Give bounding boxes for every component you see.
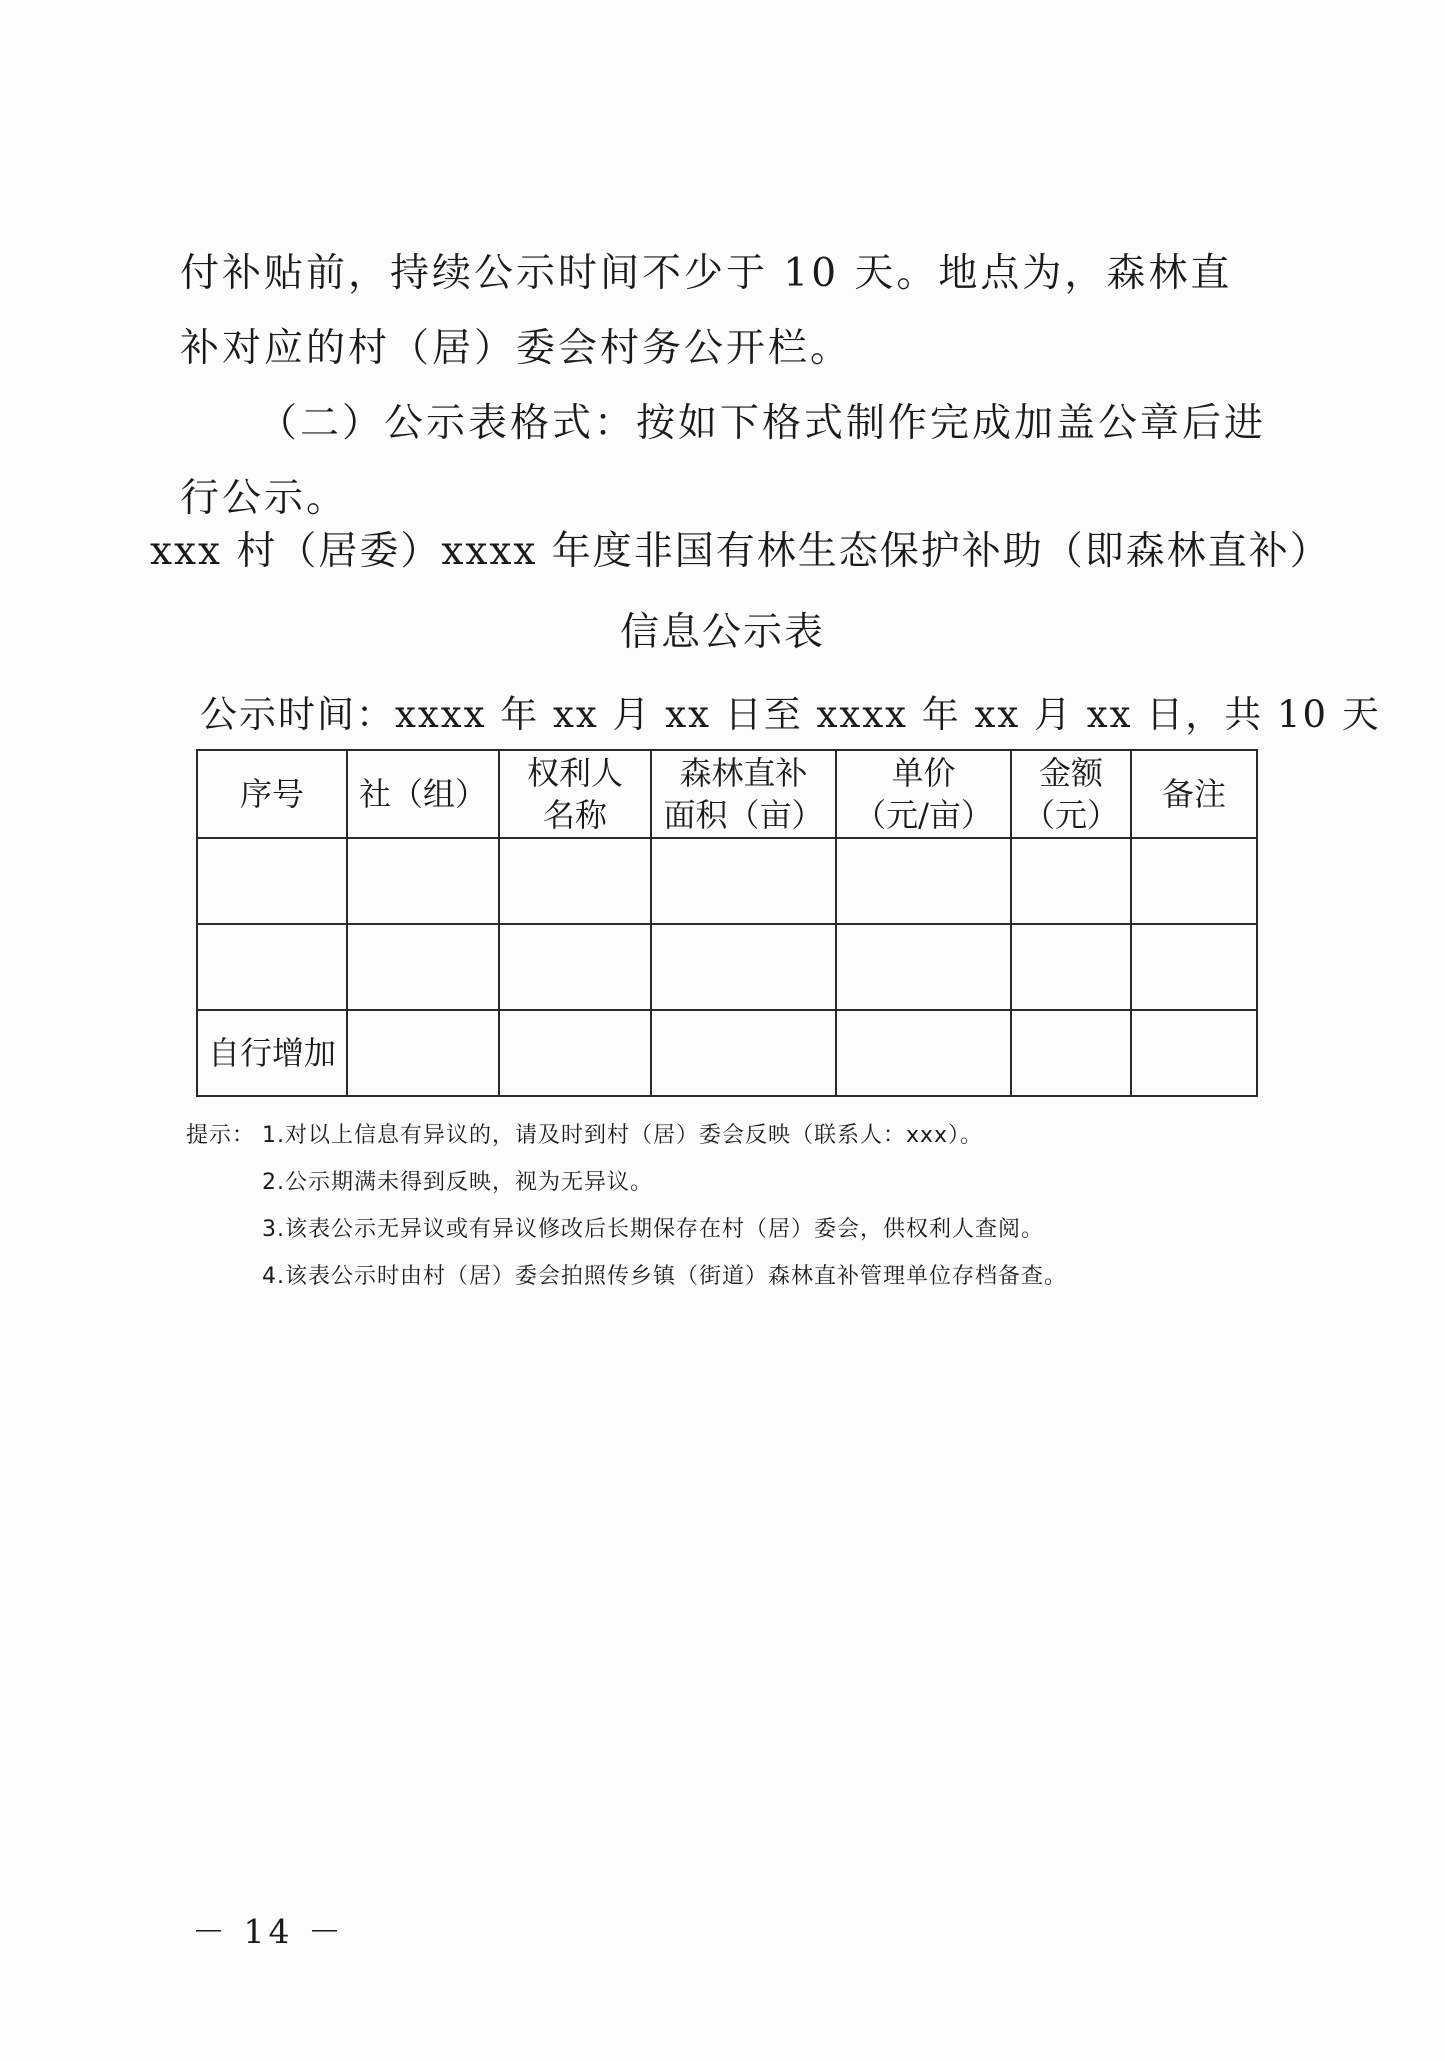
header-unit-price: 单价 （元/亩） [836, 750, 1011, 838]
hint-item: 3.该表公示无异议或有异议修改后长期保存在村（居）委会，供权利人查阅。 [262, 1217, 1044, 1242]
hint-label: 提示： [186, 1123, 256, 1148]
table-cell [651, 838, 836, 924]
table-row [197, 1010, 1257, 1096]
header-amount: 金额 （元） [1011, 750, 1131, 838]
table-cell [1011, 924, 1131, 1010]
table-cell [1011, 838, 1131, 924]
table-row [197, 924, 1257, 1010]
table-cell [1131, 924, 1257, 1010]
body-paragraph-1: 付补贴前，持续公示时间不少于 10 天。地点为，森林直补对应的村（居）委会村务公开栏。 [180, 251, 1233, 371]
header-forest-area: 森林直补 面积（亩） [651, 750, 836, 838]
table-cell [197, 924, 347, 1010]
header-right-holder-name: 权利人 名称 [499, 750, 651, 838]
table-cell [836, 1010, 1011, 1096]
table-cell [1011, 1010, 1131, 1096]
table-cell [347, 924, 499, 1010]
table-cell [651, 1010, 836, 1096]
table-cell [836, 838, 1011, 924]
table-cell [836, 924, 1011, 1010]
table-cell [651, 924, 836, 1010]
header-remarks: 备注 [1131, 750, 1257, 838]
table-cell [1131, 838, 1257, 924]
table-cell [347, 838, 499, 924]
table-header-row [197, 750, 1257, 838]
table-cell [347, 1010, 499, 1096]
form-title-line-1: xxx 村（居委）xxxx 年度非国有林生态保护补助（即森林直补） [150, 529, 1331, 574]
table-cell [499, 838, 651, 924]
hints-list [186, 1112, 1067, 1300]
notice-table [196, 749, 1258, 1097]
table-cell [499, 924, 651, 1010]
body-paragraph-2: （二）公示表格式：按如下格式制作完成加盖公章后进行公示。 [180, 401, 1267, 521]
hint-item: 4.该表公示时由村（居）委会拍照传乡镇（街道）森林直补管理单位存档备查。 [262, 1264, 1067, 1289]
publish-time: 公示时间：xxxx 年 xx 月 xx 日至 xxxx 年 xx 月 xx 日，共 10 天 [200, 693, 1381, 736]
page-number: － 14 － [192, 1912, 345, 1951]
hint-item: 2.公示期满未得到反映，视为无异议。 [262, 1170, 653, 1195]
table-cell [197, 838, 347, 924]
header-serial-number: 序号 [197, 750, 347, 838]
table-row [197, 838, 1257, 924]
header-group: 社（组） [347, 750, 499, 838]
form-title-line-2: 信息公示表 [619, 610, 825, 655]
table-cell-self-add: 自行增加 [197, 1010, 347, 1096]
table-cell [1131, 1010, 1257, 1096]
table-cell [499, 1010, 651, 1096]
hint-item: 提示： 1.对以上信息有异议的，请及时到村（居）委会反映（联系人：xxx）。 [186, 1112, 1067, 1159]
